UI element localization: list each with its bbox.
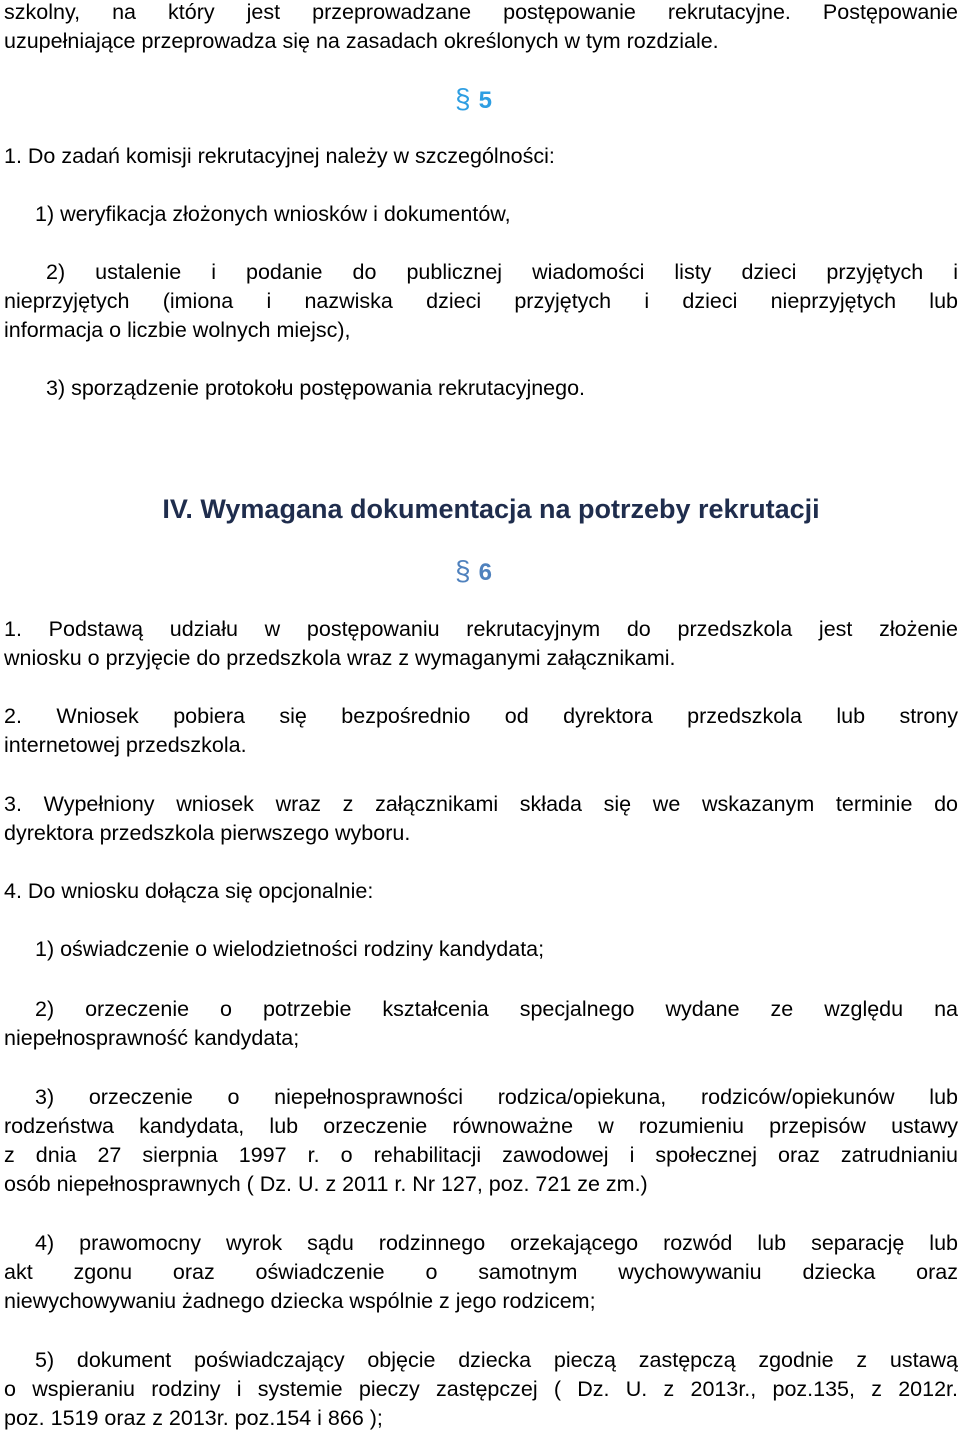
section-number: 5 <box>478 87 492 114</box>
section-6-marker <box>455 556 492 588</box>
s5-item-2-line-1: 2) ustalenie i podanie do publicznej wiadomości listy dzieci przyjętych i <box>46 260 958 284</box>
s6-paragraph-3-line-2: dyrektora przedszkola pierwszego wyboru. <box>4 821 411 845</box>
s6-option-5-line-2: o wspieraniu rodziny i systemie pieczy zastępczej ( Dz. U. z 2013r., poz.135, z 2012r. <box>4 1377 958 1401</box>
s6-option-4-line-2: akt zgonu oraz oświadczenie o samotnym wychowywaniu dziecka oraz <box>4 1260 958 1284</box>
s6-paragraph-2-line-2: internetowej przedszkola. <box>4 733 247 757</box>
s6-paragraph-4: 4. Do wniosku dołącza się opcjonalnie: <box>4 879 374 903</box>
section-5-marker <box>455 84 492 116</box>
s6-option-3-line-3: z dnia 27 sierpnia 1997 r. o rehabilitacji zawodowej i społecznej oraz zatrudnianiu <box>4 1143 958 1167</box>
s6-option-3-line-4: osób niepełnosprawnych ( Dz. U. z 2011 r. Nr 127, poz. 721 ze zm.) <box>4 1172 648 1196</box>
s6-option-2-line-1: 2) orzeczenie o potrzebie kształcenia specjalnego wydane ze względu na <box>35 997 958 1021</box>
s6-paragraph-2-line-1: 2. Wniosek pobiera się bezpośrednio od dyrektora przedszkola lub strony <box>4 704 958 728</box>
s6-paragraph-1-line-1: 1. Podstawą udziału w postępowaniu rekrutacyjnym do przedszkola jest złożenie <box>4 617 958 641</box>
section-number: 6 <box>478 559 492 586</box>
intro-line-2: uzupełniające przeprowadza się na zasadach określonych w tym rozdziale. <box>4 29 719 53</box>
s6-option-3-line-1: 3) orzeczenie o niepełnosprawności rodzica/opiekuna, rodziców/opiekunów lub <box>35 1085 958 1109</box>
s6-option-4-line-1: 4) prawomocny wyrok sądu rodzinnego orzekającego rozwód lub separację lub <box>35 1231 958 1255</box>
s5-item-2-line-2: nieprzyjętych (imiona i nazwiska dzieci przyjętych i dzieci nieprzyjętych lub <box>4 289 958 313</box>
s6-paragraph-3-line-1: 3. Wypełniony wniosek wraz z załącznikami składa się we wskazanym terminie do <box>4 792 958 816</box>
s5-paragraph-1: 1. Do zadań komisji rekrutacyjnej należy w szczególności: <box>4 144 555 168</box>
s6-option-5-line-1: 5) dokument poświadczający objęcie dziecka pieczą zastępczą zgodnie z ustawą <box>35 1348 958 1372</box>
s5-item-3: 3) sporządzenie protokołu postępowania rekrutacyjnego. <box>46 376 586 400</box>
s6-option-1: 1) oświadczenie o wielodzietności rodziny kandydata; <box>35 937 545 961</box>
section-symbol: § <box>455 555 471 586</box>
s6-option-3-line-2: rodzeństwa kandydata, lub orzeczenie równoważne w rozumieniu przepisów ustawy <box>4 1114 958 1138</box>
s6-option-2-line-2: niepełnosprawność kandydata; <box>4 1026 300 1050</box>
s6-option-5-line-3: poz. 1519 oraz z 2013r. poz.154 i 866 ); <box>4 1406 383 1430</box>
s5-item-2-line-3: informacja o liczbie wolnych miejsc), <box>4 318 351 342</box>
intro-line-1: szkolny, na który jest przeprowadzane postępowanie rekrutacyjne. Postępowanie <box>4 0 958 24</box>
s6-option-4-line-3: niewychowywaniu żadnego dziecka wspólnie z jego rodzicem; <box>4 1289 596 1313</box>
s5-item-1: 1) weryfikacja złożonych wniosków i dokumentów, <box>35 202 511 226</box>
s6-paragraph-1-line-2: wniosku o przyjęcie do przedszkola wraz z wymaganymi załącznikami. <box>4 646 676 670</box>
section-symbol: § <box>455 83 471 114</box>
chapter-heading: IV. Wymagana dokumentacja na potrzeby rekrutacji <box>162 494 820 524</box>
